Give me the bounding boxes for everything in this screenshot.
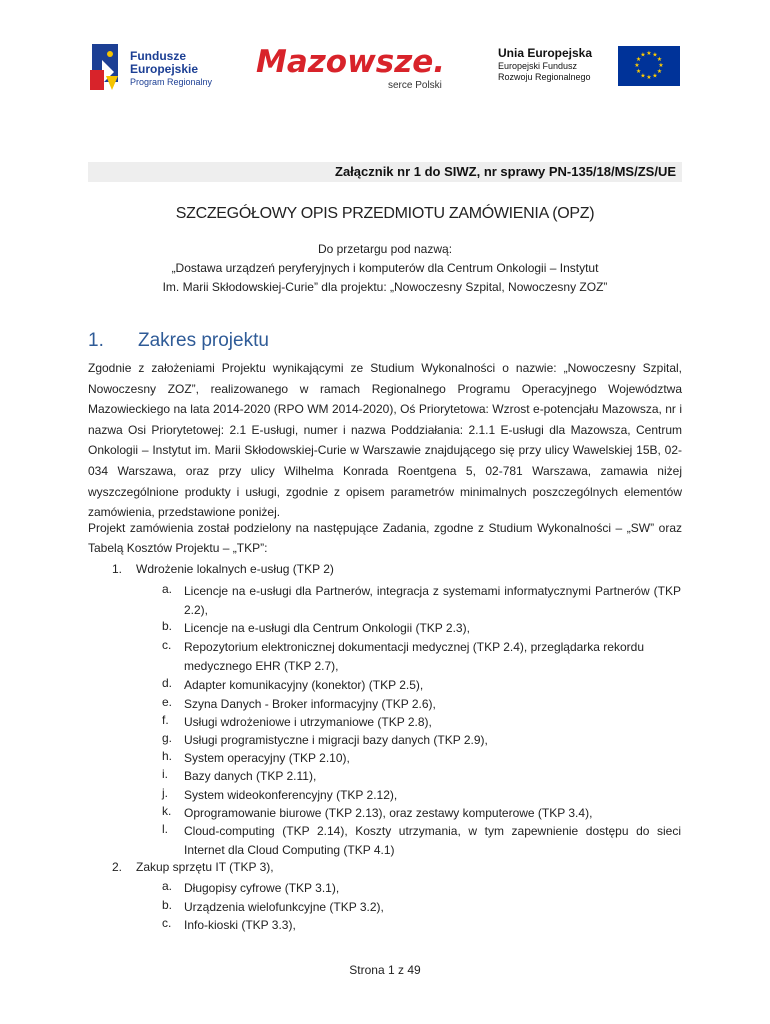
subitem-text: System operacyjny (TKP 2.10), (184, 751, 350, 765)
paragraph-scope: Zgodnie z założeniami Projektu wynikającymi ze Studium Wykonalności o nazwie: „Nowoczesny Szpital, Nowoczesny ZOZ”, realizowanego w ramach Regionalnego Programu Operacyjnego Województwa Mazowieckiego na lata 2014-2020 (RPO WM 2014-2020), Oś Priorytetowa: Wzrost e-potencjału Mazowsza, nr i nazwa Osi Priorytetowej: 2.1 E-usługi, numer i nazwa Poddziałania: 2.1.1 E-usługi dla Mazowsza, Centrum Onkologii – Instytut im. Marii Skłodowskiej-Curie w Warszawie znajdującego się przy ulicy Wawelskiej 15B, 02-034 Warszawa, oraz przy ulicy Wilhelma Konrada Roentgena 5, 02-781 Warszawa, zamawia niżej wyszczególnione produkty i usługi, zgodnie z opisem parametrów minimalnych poszczególnych elementów zamówienia, przedstawione poniżej. (88, 361, 682, 520)
list-number: 1. (112, 562, 123, 576)
attachment-reference: Załącznik nr 1 do SIWZ, nr sprawy PN-135/18/MS/ZS/UE (335, 164, 676, 179)
subitem-letter: a. (162, 582, 173, 596)
subitem-letter: j. (162, 786, 168, 800)
tender-line-3: Im. Marii Skłodowskiej-Curie” dla projektu: „Nowoczesny Szpital, Nowoczesny ZOZ” (162, 280, 608, 294)
subitem-letter: a. (162, 879, 173, 893)
logo-header (88, 38, 682, 98)
svg-text:★: ★ (658, 62, 664, 69)
subitem-letter: c. (162, 916, 172, 930)
subitem-letter: l. (162, 822, 168, 836)
subitem-letter: f. (162, 713, 169, 727)
subitem-text: Usługi programistyczne i migracji bazy danych (TKP 2.9), (184, 733, 488, 747)
svg-text:★: ★ (635, 56, 642, 63)
eu-line3: Rozwoju Regionalnego (498, 72, 591, 82)
mazowsze-wordmark: Mazowsze. (256, 44, 446, 80)
tender-line-1: Do przetargu pod nazwą: (317, 242, 453, 256)
subitem-letter: e. (162, 695, 173, 709)
page-number: Strona 1 z 49 (349, 963, 421, 977)
fundusze-europejskie-logo (88, 42, 238, 92)
svg-text:★: ★ (646, 50, 652, 57)
list-number: 2. (112, 860, 123, 874)
tender-description (88, 240, 682, 297)
subitem-letter: b. (162, 898, 173, 912)
svg-text:★: ★ (646, 74, 652, 81)
svg-text:★: ★ (652, 72, 658, 80)
subitem-letter: i. (162, 767, 168, 781)
mazowsze-tagline: serce Polski (388, 80, 442, 91)
list-text: Zakup sprzętu IT (TKP 3), (136, 860, 274, 874)
paragraph-tasks: Projekt zamówienia został podzielony na następujące Zadania, zgodne z Studium Wykonalności – „SW” oraz Tabelą Kosztów Projektu – „TKP”: (88, 521, 682, 555)
subitem-text: Adapter komunikacyjny (konektor) (TKP 2.5), (184, 678, 424, 692)
subitem-letter: h. (162, 749, 173, 763)
svg-text:★: ★ (635, 68, 642, 75)
svg-text:★: ★ (640, 51, 646, 59)
subitem-text: System wideokonferencyjny (TKP 2.12), (184, 788, 398, 802)
subitem-letter: d. (162, 676, 173, 690)
svg-text:★: ★ (652, 51, 658, 59)
eu-logo (498, 44, 683, 94)
subitem-letter: g. (162, 731, 173, 745)
section-title: Zakres projektu (138, 330, 269, 351)
fe-line1: Fundusze (130, 49, 186, 63)
subitem-text: Usługi wdrożeniowe i utrzymaniowe (TKP 2.8), (184, 715, 432, 729)
subitem-text: Repozytorium elektronicznej dokumentacji medycznej (TKP 2.4), przeglądarka rekordu medycznego EHR (TKP 2.7), (184, 640, 644, 673)
attachment-bar (88, 162, 682, 182)
fe-mark-icon (88, 42, 126, 92)
subitem-text: Licencje na e-usługi dla Partnerów, integracja z systemami informatycznymi Partnerów (TKP 2.2), (184, 584, 681, 617)
subitem-text: Info-kioski (TKP 3.3), (184, 918, 296, 932)
eu-flag-icon (618, 46, 680, 86)
subitem-letter: c. (162, 638, 172, 652)
subitem-text: Szyna Danych - Broker informacyjny (TKP 2.6), (184, 697, 436, 711)
fe-line2: Europejskie (130, 62, 199, 76)
svg-text:★: ★ (634, 62, 640, 69)
tender-line-2: „Dostawa urządzeń peryferyjnych i komputerów dla Centrum Onkologii – Instytut (171, 261, 599, 275)
section-number: 1. (88, 330, 104, 351)
subitem-text: Bazy danych (TKP 2.11), (184, 769, 317, 783)
subitem-text: Licencje na e-usługi dla Centrum Onkologii (TKP 2.3), (184, 621, 470, 635)
document-title: SZCZEGÓŁOWY OPIS PRZEDMIOTU ZAMÓWIENIA (OPZ) (175, 205, 595, 222)
fe-line3: Program Regionalny (130, 77, 213, 87)
subitem-text: Długopisy cyfrowe (TKP 3.1), (184, 881, 340, 895)
subitem-text: Urządzenia wielofunkcyjne (TKP 3.2), (184, 900, 384, 914)
section-heading (88, 330, 269, 352)
mazowsze-logo (256, 44, 471, 94)
svg-text:★: ★ (656, 56, 663, 63)
subitem-text: Cloud-computing (TKP 2.14), Koszty utrzymania, w tym zapewnienie dostępu do sieci Internet dla Cloud Computing (TKP 4.1) (184, 824, 681, 857)
subitem-text: Oprogramowanie biurowe (TKP 2.13), oraz zestawy komputerowe (TKP 3.4), (184, 806, 593, 820)
list-text: Wdrożenie lokalnych e-usług (TKP 2) (136, 562, 334, 576)
subitem-letter: k. (162, 804, 172, 818)
eu-line2: Europejski Fundusz (498, 61, 578, 71)
svg-text:★: ★ (640, 72, 646, 80)
svg-text:★: ★ (656, 68, 663, 75)
eu-line1: Unia Europejska (498, 46, 593, 60)
subitem-letter: b. (162, 619, 173, 633)
